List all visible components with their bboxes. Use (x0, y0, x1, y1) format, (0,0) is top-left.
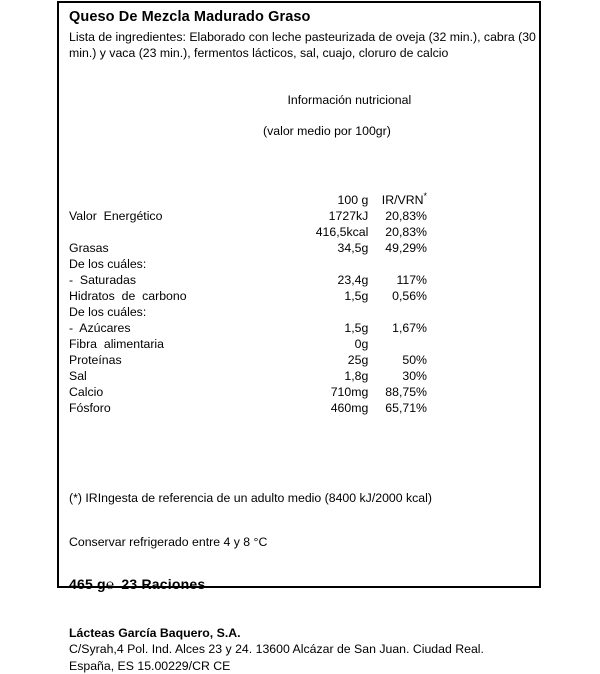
nutrient-name: Grasas (69, 240, 287, 256)
table-row (69, 272, 427, 288)
column-header-reference (368, 192, 427, 208)
nutrient-reference-percent (368, 304, 427, 320)
company-address-line2: España, ES 15.00229/CR CE (69, 658, 539, 674)
nutrient-amount: 1,5g (287, 288, 368, 304)
nutrient-reference-percent: 49,29% (368, 240, 427, 256)
table-row (69, 208, 427, 224)
table-row (69, 224, 427, 240)
nutrient-reference-percent: 50% (368, 352, 427, 368)
footnote-marker: * (423, 191, 427, 201)
nutrient-name: Hidratos de carbono (69, 288, 287, 304)
nutrient-amount: 1,5g (287, 320, 368, 336)
nutrient-name: Valor Energético (69, 208, 287, 224)
nutrient-name: De los cuáles: (69, 256, 287, 272)
net-weight-value: 465 g (69, 576, 106, 592)
nutrient-reference-percent: 0,56% (368, 288, 427, 304)
ingredients-list: Lista de ingredientes: Elaborado con leche pasteurizada de oveja (32 min.), cabra (30 min.) y vaca (23 min.), fermentos lácticos, sal, cuajo, cloruro de calcio (69, 30, 537, 61)
table-row (69, 352, 427, 368)
table-row (69, 368, 427, 384)
net-weight-line (69, 576, 539, 592)
nutrient-name: Sal (69, 368, 287, 384)
nutrient-reference-percent: 20,83% (368, 208, 427, 224)
table-row (69, 336, 427, 352)
nutrition-table (69, 192, 427, 416)
table-row (69, 288, 427, 304)
nutrient-reference-percent: 88,75% (368, 384, 427, 400)
table-header-row (69, 192, 427, 208)
column-header-reference-text: IR/VRN (382, 193, 424, 207)
nutrient-reference-percent (368, 256, 427, 272)
column-header-name (69, 192, 287, 208)
nutrient-amount (287, 304, 368, 320)
nutrient-reference-percent (368, 336, 427, 352)
servings-count: 23 Raciones (121, 576, 205, 592)
nutrient-reference-percent: 20,83% (368, 224, 427, 240)
nutrient-name: Calcio (69, 384, 287, 400)
nutrient-reference-percent: 117% (368, 272, 427, 288)
company-name: Lácteas García Baquero, S.A. (69, 625, 539, 641)
nutrient-amount: 416,5kcal (287, 224, 368, 240)
page-title: Queso De Mezcla Madurado Graso (69, 9, 539, 25)
label-content (59, 3, 539, 674)
table-row (69, 400, 427, 416)
column-header-amount: 100 g (287, 192, 368, 208)
company-address-line1: C/Syrah,4 Pol. Ind. Alces 23 y 24. 13600 Alcázar de San Juan. Ciudad Real. (69, 641, 539, 658)
nutrient-amount: 0g (287, 336, 368, 352)
nutrition-heading (267, 77, 539, 170)
nutrient-name: - Saturadas (69, 272, 287, 288)
table-row (69, 240, 427, 256)
nutrient-amount: 34,5g (287, 240, 368, 256)
nutrition-label-panel (57, 1, 541, 588)
table-row (69, 256, 427, 272)
nutrient-name: Fósforo (69, 400, 287, 416)
estimated-sign-icon: ℮ (106, 576, 115, 592)
nutrient-name: De los cuáles: (69, 304, 287, 320)
nutrition-heading-line1: Información nutricional (288, 93, 412, 107)
nutrient-amount: 25g (287, 352, 368, 368)
nutrient-name: Proteínas (69, 352, 287, 368)
storage-instructions: Conservar refrigerado entre 4 y 8 °C (69, 534, 539, 550)
nutrient-reference-percent: 30% (368, 368, 427, 384)
nutrient-amount: 710mg (287, 384, 368, 400)
table-row (69, 384, 427, 400)
nutrient-amount (287, 256, 368, 272)
nutrient-amount: 23,4g (287, 272, 368, 288)
nutrient-amount: 1,8g (287, 368, 368, 384)
reference-intake-footnote: (*) IRIngesta de referencia de un adulto medio (8400 kJ/2000 kcal) (69, 490, 539, 506)
nutrient-reference-percent: 65,71% (368, 400, 427, 416)
nutrition-table-body (69, 208, 427, 416)
table-row (69, 320, 427, 336)
nutrient-amount: 1727kJ (287, 208, 368, 224)
table-row (69, 304, 427, 320)
nutrient-reference-percent: 1,67% (368, 320, 427, 336)
nutrient-amount: 460mg (287, 400, 368, 416)
nutrient-name: - Azúcares (69, 320, 287, 336)
nutrient-name (69, 224, 287, 240)
nutrient-name: Fibra alimentaria (69, 336, 287, 352)
nutrition-heading-line2: (valor medio por 100gr) (263, 124, 539, 140)
